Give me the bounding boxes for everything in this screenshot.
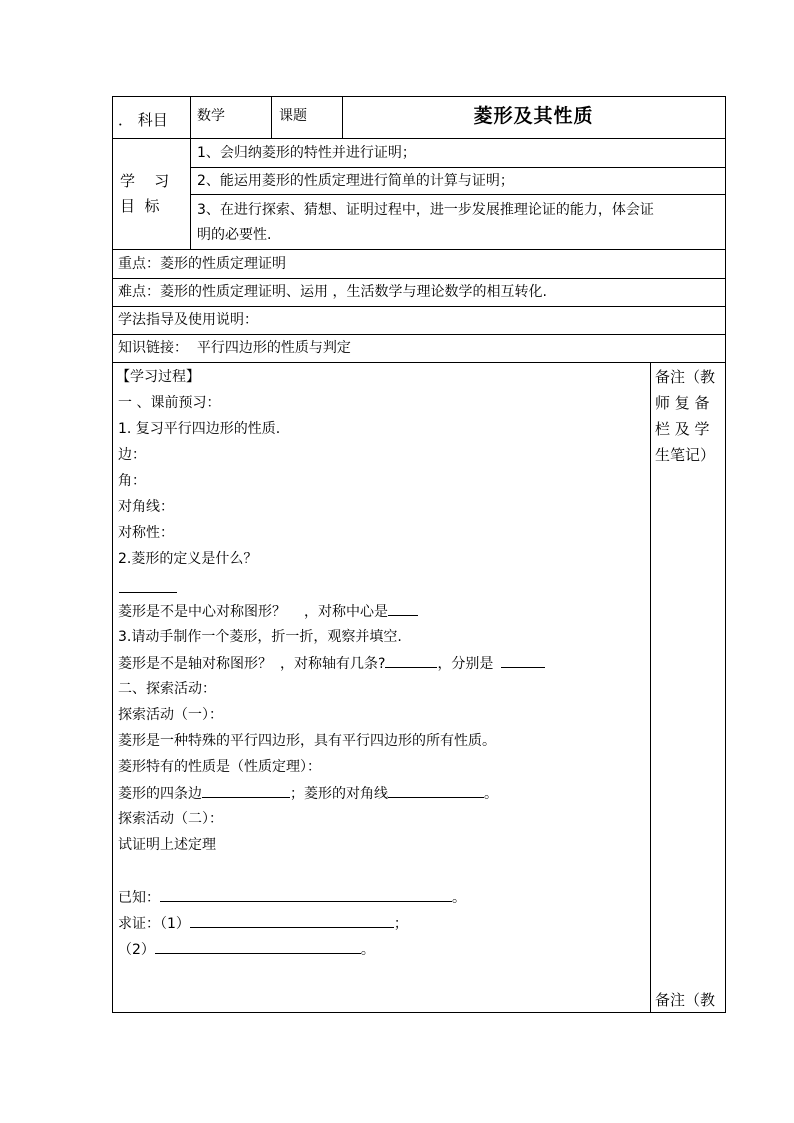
center-of-symmetry-blank[interactable]: [388, 601, 418, 616]
center-symmetry-question: [118, 601, 418, 622]
objectives-label-line1: 学 习: [120, 172, 170, 190]
to-prove-line-2: [118, 939, 375, 960]
objective-item-1: 1、会归纳菱形的特性并进行证明；: [197, 145, 416, 161]
angle-prompt: 角：: [118, 473, 146, 489]
explore-activity-1: 探索活动（一）：: [118, 707, 223, 723]
objective-item-4: 明的必要性.: [197, 227, 272, 243]
row-divider-guide: [112, 334, 726, 335]
notes-line-2: 师 复 备: [655, 394, 710, 412]
subject-value: 数学: [197, 108, 225, 124]
study-guide: 学法指导及使用说明：: [118, 312, 258, 328]
to-prove-blank-1[interactable]: [190, 913, 394, 928]
subject-label: ． 科目: [118, 111, 168, 129]
col-divider-subject: [190, 96, 191, 249]
preview-heading: 一 、课前预习：: [118, 395, 221, 411]
notes-line-4: 生笔记）: [655, 446, 716, 464]
given-blank[interactable]: [160, 887, 452, 902]
center-symmetry-text-a: 菱形是不是中心对称图形？: [118, 604, 286, 620]
symmetry-prompt: 对称性：: [118, 525, 174, 541]
topic-label: 课题: [279, 108, 307, 124]
to-prove-label: 求证：（1）: [118, 916, 190, 932]
four-sides-blank[interactable]: [202, 783, 290, 798]
diagonals-blank[interactable]: [388, 783, 484, 798]
explore-activity-2: 探索活动（二）：: [118, 811, 223, 827]
table-border-bottom: [112, 1012, 726, 1013]
question-1: 1. 复习平行四边形的性质.: [118, 421, 281, 437]
to-prove-item-2: （2）: [118, 942, 155, 958]
side-prompt: 边：: [118, 447, 146, 463]
table-border-left: [112, 96, 113, 1013]
objective-item-3: 3、在进行探索、猜想、证明过程中，进一步发展推理论证的能力，体会证: [197, 202, 654, 218]
row-divider-header: [112, 138, 726, 139]
col-divider-notes: [650, 362, 651, 1012]
explore-activity-1-text: 菱形是一种特殊的平行四边形，具有平行四边形的所有性质。: [118, 733, 496, 749]
col-divider-value: [271, 96, 272, 138]
diagonal-prompt: 对角线：: [118, 499, 174, 515]
row-divider-keypoints: [112, 278, 726, 279]
given-line: [118, 887, 466, 908]
knowledge-link: 知识链接： 平行四边形的性质与判定: [118, 340, 351, 356]
to-prove-blank-2[interactable]: [155, 939, 361, 954]
given-label: 已知：: [118, 890, 160, 906]
row-divider-objectives: [112, 249, 726, 250]
process-heading: 【学习过程】: [116, 369, 200, 385]
property-fill-line: [118, 783, 498, 804]
four-sides-text: 菱形的四条边: [118, 786, 202, 802]
row-divider-link: [112, 362, 726, 363]
property-period: 。: [484, 786, 498, 802]
objectives-label-line2: 目 标: [120, 197, 160, 215]
topic-title: 菱形及其性质: [473, 105, 594, 127]
notes-line-1: 备注（教: [655, 368, 716, 386]
row-divider-obj1: [190, 167, 726, 168]
explore-heading: 二、探索活动：: [118, 681, 216, 697]
question-3: 3.请动手制作一个菱形，折一折，观察并填空.: [118, 629, 402, 645]
axis-symmetry-question: [118, 653, 545, 674]
objective-item-2: 2、能运用菱形的性质定理进行简单的计算与证明；: [197, 173, 514, 189]
prove-instruction: 试证明上述定理: [118, 837, 216, 853]
key-points: 重点：菱形的性质定理证明: [118, 256, 286, 272]
definition-answer-blank[interactable]: [119, 592, 177, 593]
question-2: 2.菱形的定义是什么？: [118, 551, 258, 567]
axis-symmetry-text-a: 菱形是不是轴对称图形？: [118, 656, 272, 672]
to-prove-period: 。: [360, 942, 375, 958]
table-border-right: [725, 96, 726, 1013]
table-border-top: [112, 96, 726, 97]
notes-line-3: 栏 及 学: [655, 420, 710, 438]
axis-symmetry-text-c: ，分别是: [437, 656, 494, 672]
to-prove-semicolon: ；: [393, 916, 408, 932]
special-properties: 菱形特有的性质是（性质定理）：: [118, 759, 321, 775]
difficulties: 难点：菱形的性质定理证明、运用 ，生活数学与理论数学的相互转化.: [118, 284, 547, 300]
center-symmetry-text-b: ，对称中心是: [304, 604, 388, 620]
notes-bottom: 备注（教: [655, 991, 716, 1009]
to-prove-line-1: [118, 913, 408, 934]
axis-count-blank[interactable]: [385, 653, 437, 668]
row-divider-difficulties: [112, 306, 726, 307]
given-period: 。: [452, 890, 466, 906]
row-divider-obj2: [190, 194, 726, 195]
axis-list-blank[interactable]: [501, 653, 545, 668]
axis-symmetry-text-b: ，对称轴有几条?: [280, 656, 386, 672]
diagonals-text: ；菱形的对角线: [290, 786, 388, 802]
